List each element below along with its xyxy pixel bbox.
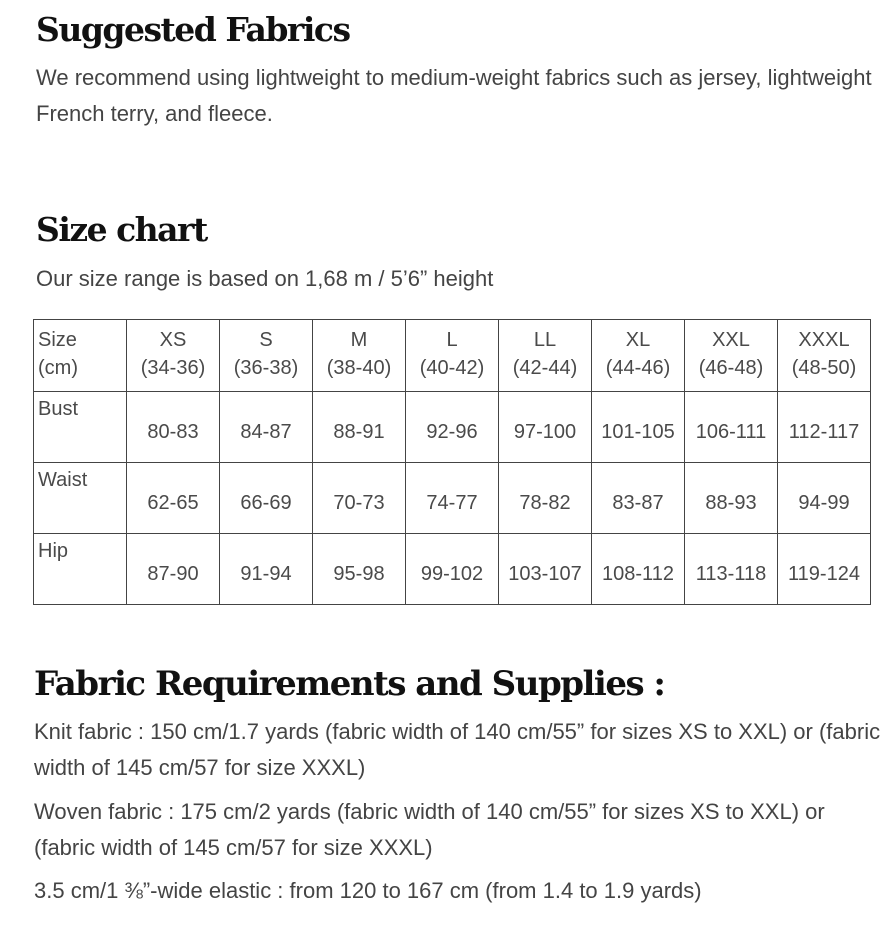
measurement-value: 91-94: [220, 534, 313, 605]
size-range: (42-44): [512, 357, 578, 379]
size-label: XXL: [712, 329, 750, 351]
measurement-value: 88-93: [685, 463, 778, 534]
measurement-value: 103-107: [499, 534, 592, 605]
measurement-value: 84-87: [220, 392, 313, 463]
size-unit-label: Size: [38, 329, 77, 351]
suggested-fabrics-heading: Suggested Fabrics: [36, 10, 350, 49]
table-row: [34, 463, 871, 534]
size-label: L: [446, 329, 458, 351]
measurement-value: 92-96: [406, 392, 499, 463]
size-column-header: [220, 320, 313, 392]
size-range: (46-48): [698, 357, 764, 379]
size-unit-header: [34, 320, 127, 392]
size-label: XXXL: [798, 329, 850, 351]
size-range: (48-50): [791, 357, 857, 379]
size-label: S: [259, 329, 273, 351]
size-label: XS: [159, 329, 187, 351]
size-range: (44-46): [605, 357, 671, 379]
measurement-value: 94-99: [778, 463, 871, 534]
measurement-value: 87-90: [127, 534, 220, 605]
size-range: (38-40): [326, 357, 392, 379]
measurement-value: 119-124: [778, 534, 871, 605]
measurement-value: 112-117: [778, 392, 871, 463]
size-chart-heading: Size chart: [36, 210, 207, 249]
size-range: (40-42): [419, 357, 485, 379]
size-range: (36-38): [233, 357, 299, 379]
knit-fabric-text: Knit fabric : 150 cm/1.7 yards (fabric width of 140 cm/55” for sizes XS to XXL) or (fabric width of 145 cm/57 for size XXXL): [34, 719, 881, 780]
measurement-value: 88-91: [313, 392, 406, 463]
size-unit-label: (cm): [38, 357, 78, 379]
measurement-value: 74-77: [406, 463, 499, 534]
fabric-requirements-heading: Fabric Requirements and Supplies :: [34, 664, 665, 704]
size-range: (34-36): [140, 357, 206, 379]
measurement-value: 113-118: [685, 534, 778, 605]
size-column-header: [778, 320, 871, 392]
measurement-label: Hip: [34, 534, 127, 605]
size-column-header: [127, 320, 220, 392]
measurement-value: 78-82: [499, 463, 592, 534]
measurement-value: 66-69: [220, 463, 313, 534]
size-chart-subtitle: Our size range is based on 1,68 m / 5’6” height: [36, 266, 494, 291]
measurement-label: Waist: [34, 463, 127, 534]
suggested-fabrics-text: We recommend using lightweight to medium-weight fabrics such as jersey, lightweight French terry, and fleece.: [36, 65, 872, 126]
size-column-header: [592, 320, 685, 392]
measurement-value: 97-100: [499, 392, 592, 463]
measurement-value: 95-98: [313, 534, 406, 605]
table-header-row: [34, 320, 871, 392]
size-label: M: [350, 329, 368, 351]
measurement-value: 106-111: [685, 392, 778, 463]
measurement-value: 62-65: [127, 463, 220, 534]
woven-fabric-text: Woven fabric : 175 cm/2 yards (fabric width of 140 cm/55” for sizes XS to XXL) or (fabric width of 145 cm/57 for size XXXL): [34, 799, 825, 860]
measurement-value: 83-87: [592, 463, 685, 534]
table-row: [34, 392, 871, 463]
size-label: LL: [533, 329, 557, 351]
size-column-header: [406, 320, 499, 392]
size-column-header: [313, 320, 406, 392]
measurement-value: 108-112: [592, 534, 685, 605]
table-row: [34, 534, 871, 605]
measurement-value: 80-83: [127, 392, 220, 463]
measurement-value: 99-102: [406, 534, 499, 605]
size-chart-table: [33, 319, 871, 605]
size-column-header: [499, 320, 592, 392]
elastic-text: 3.5 cm/1 ⅜”-wide elastic : from 120 to 167 cm (from 1.4 to 1.9 yards): [34, 878, 702, 903]
measurement-label: Bust: [34, 392, 127, 463]
size-column-header: [685, 320, 778, 392]
measurement-value: 101-105: [592, 392, 685, 463]
size-label: XL: [625, 329, 651, 351]
measurement-value: 70-73: [313, 463, 406, 534]
